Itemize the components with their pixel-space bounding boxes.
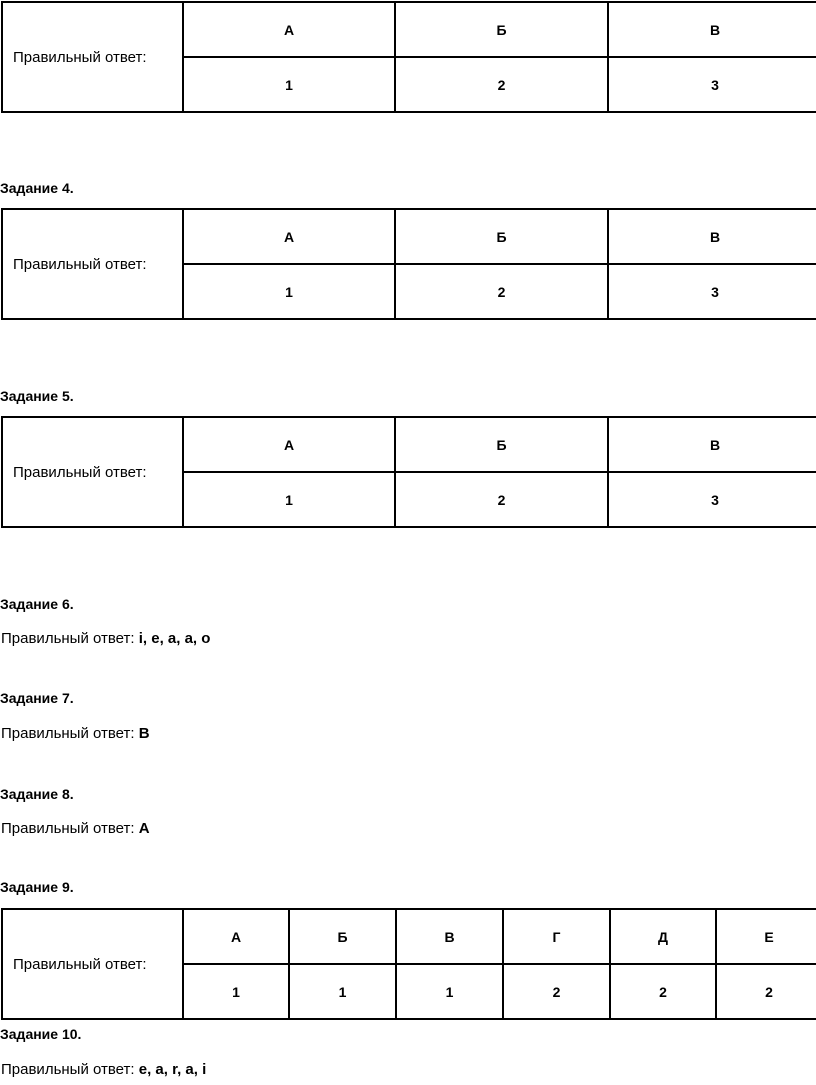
answer-value: А xyxy=(138,820,150,837)
letter-cell: Г xyxy=(503,909,610,964)
number-cell: 3 xyxy=(608,57,816,112)
number-cell: 1 xyxy=(183,264,395,319)
number-cell: 1 xyxy=(289,964,396,1019)
task3-answer-table xyxy=(1,1,816,113)
answer-prefix: Правильный ответ: xyxy=(1,1061,139,1078)
number-cell: 3 xyxy=(608,264,816,319)
task10-answer xyxy=(1,1061,206,1079)
number-cell: 1 xyxy=(183,472,395,527)
number-cell: 1 xyxy=(183,964,289,1019)
answer-value: i, e, a, a, o xyxy=(138,630,211,647)
letter-cell: В xyxy=(396,909,503,964)
number-cell: 2 xyxy=(503,964,610,1019)
letter-cell: А xyxy=(183,909,289,964)
number-cell: 2 xyxy=(395,57,608,112)
answer-prefix: Правильный ответ: xyxy=(1,725,139,742)
answer-prefix: Правильный ответ: xyxy=(1,630,139,647)
letter-cell: Б xyxy=(289,909,396,964)
number-cell: 2 xyxy=(395,472,608,527)
letter-cell: В xyxy=(608,209,816,264)
task7-answer xyxy=(1,725,150,743)
letter-cell: Б xyxy=(395,417,608,472)
task4-heading: Задание 4. xyxy=(0,180,74,196)
task9-answer-table xyxy=(1,908,816,1020)
number-cell: 1 xyxy=(396,964,503,1019)
letter-cell: Е xyxy=(716,909,816,964)
answer-value: e, a, r, a, i xyxy=(138,1061,207,1078)
letter-cell: В xyxy=(608,417,816,472)
task5-answer-table xyxy=(1,416,816,528)
task9-heading: Задание 9. xyxy=(0,879,74,895)
task5-heading: Задание 5. xyxy=(0,388,74,404)
task8-answer xyxy=(1,820,150,838)
answer-label: Правильный ответ: xyxy=(2,209,183,319)
letter-cell: В xyxy=(608,2,816,57)
letter-cell: А xyxy=(183,209,395,264)
answer-label: Правильный ответ: xyxy=(2,417,183,527)
number-cell: 2 xyxy=(610,964,716,1019)
answer-value: В xyxy=(138,725,150,742)
task10-heading: Задание 10. xyxy=(0,1026,82,1042)
task4-answer-table xyxy=(1,208,816,320)
letter-cell: Д xyxy=(610,909,716,964)
number-cell: 2 xyxy=(716,964,816,1019)
answer-label: Правильный ответ: xyxy=(2,2,183,112)
number-cell: 3 xyxy=(608,472,816,527)
letter-cell: А xyxy=(183,2,395,57)
letter-cell: Б xyxy=(395,2,608,57)
answer-prefix: Правильный ответ: xyxy=(1,820,139,837)
letter-cell: А xyxy=(183,417,395,472)
letter-cell: Б xyxy=(395,209,608,264)
answer-label: Правильный ответ: xyxy=(2,909,183,1019)
task6-heading: Задание 6. xyxy=(0,596,74,612)
task6-answer xyxy=(1,630,210,648)
number-cell: 1 xyxy=(183,57,395,112)
task8-heading: Задание 8. xyxy=(0,786,74,802)
number-cell: 2 xyxy=(395,264,608,319)
task7-heading: Задание 7. xyxy=(0,690,74,706)
